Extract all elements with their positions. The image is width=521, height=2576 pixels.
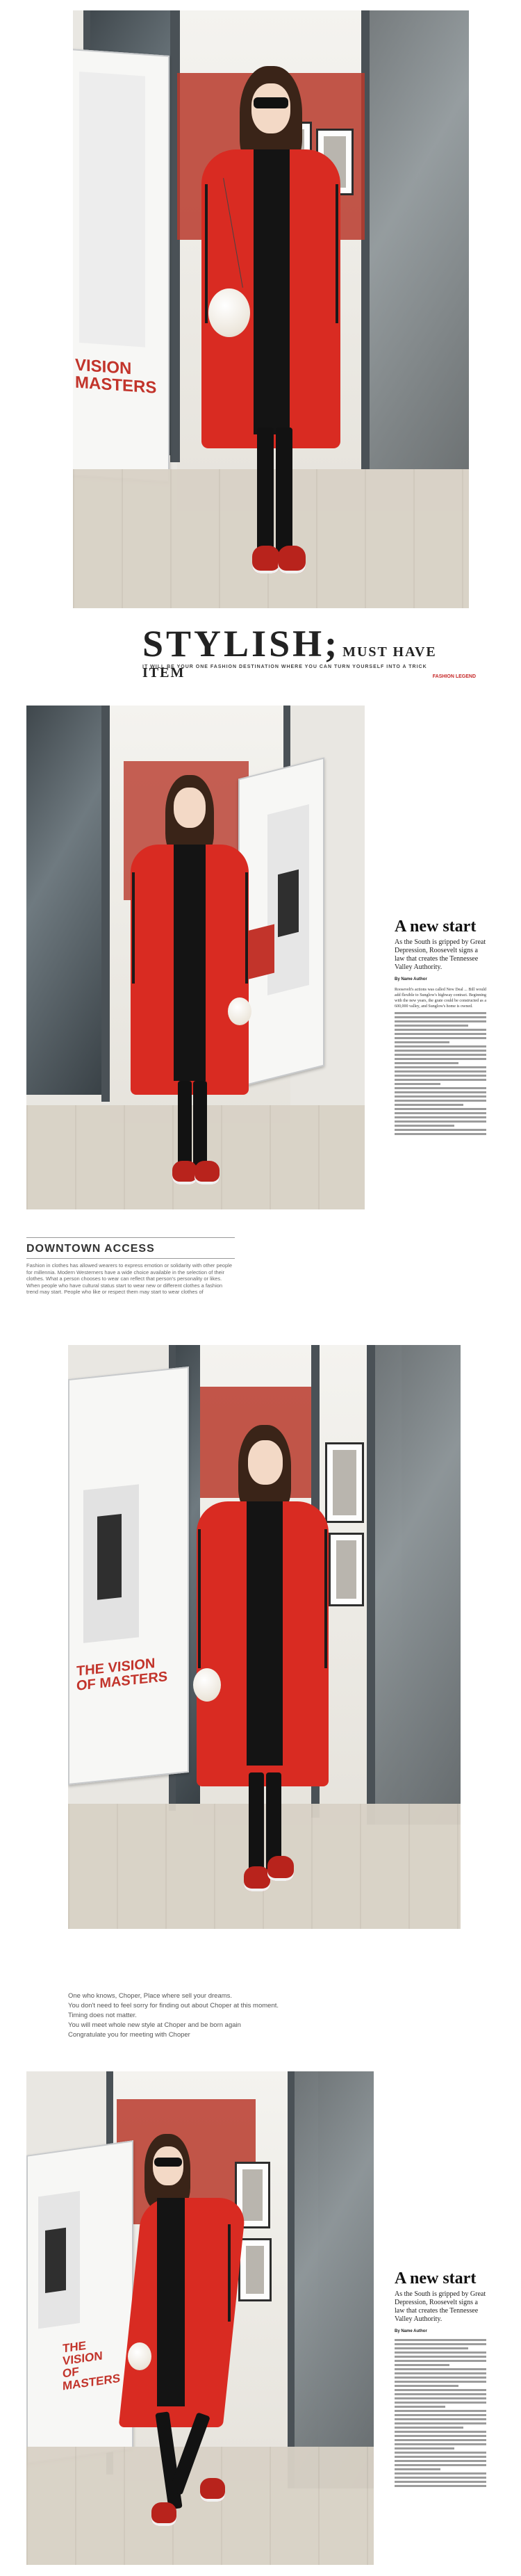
poster-text: THE VISION OF MASTERS — [76, 1655, 168, 1694]
model-figure — [191, 66, 358, 594]
poster-text: THE VISION OF MASTERS — [63, 2338, 121, 2393]
downtown-access-block — [26, 1237, 242, 1307]
photo-model-1 — [73, 10, 469, 608]
article-byline: By Name Author — [395, 977, 427, 981]
article-2 — [395, 2269, 486, 2568]
quote-line: Congratulate you for meeting with Choper — [68, 2031, 190, 2039]
quote-line: One who knows, Choper, Place where sell your dreams. — [68, 1992, 233, 2000]
stylish-title-large: STYLISH; — [142, 623, 340, 665]
stylish-tag: FASHION LEGEND — [432, 674, 476, 679]
poster-the-vision-of-masters — [26, 2140, 133, 2464]
article-body: Roosevelt's actions was called New Deal ... Bill would add flexible to Sunglow's highway contract. Beginning with the new years, the grate could be constructed as a 600,000 valley, and Sunglow's home is owned. — [395, 988, 486, 1009]
photo-model-4 — [26, 2071, 374, 2565]
article-body-lines — [395, 2339, 486, 2487]
article-body-lines — [395, 1012, 486, 1135]
quote-line: You will meet whole new style at Choper and be born again — [68, 2021, 241, 2029]
downtown-text: Fashion in clothes has allowed wearers to express emotion or solidarity with other people for millennia. Modern Westerners have a wide choice available in the selection of their clothes. What a person chooses to wear can reflect that person's personality or likes. When people who have cultural status start to wear new or different clothes a fashion trend may start. People who like or respect them may start to wear clothes of — [26, 1262, 232, 1295]
photo-model-3 — [68, 1345, 461, 1929]
article-1 — [395, 918, 486, 1216]
poster-text: VISION MASTERS — [75, 355, 157, 398]
article-byline: By Name Author — [395, 2329, 427, 2333]
downtown-title: DOWNTOWN ACCESS — [26, 1243, 155, 1255]
stylish-title-small: MUST HAVE ITEM — [142, 644, 437, 680]
round-bag — [208, 288, 250, 337]
article-lead: As the South is gripped by Great Depression, Roosevelt signs a law that creates the Tennessee Valley Authority. — [395, 938, 486, 971]
stylish-subtitle: IT WILL BE YOUR ONE FASHION DESTINATION WHERE YOU CAN TURN YOURSELF INTO A TRICK — [142, 665, 427, 669]
poster-the-vision-of-masters — [68, 1367, 189, 1785]
round-bag — [193, 1668, 221, 1702]
poster-vision-masters — [73, 49, 169, 482]
article-headline: A new start — [395, 2269, 477, 2288]
model-figure — [131, 2134, 270, 2551]
model-figure — [124, 775, 263, 1206]
model-figure — [190, 1425, 342, 1911]
round-bag — [128, 2342, 151, 2370]
quote-line: You don't need to feel sorry for finding out about Choper at this moment. — [68, 2002, 279, 2010]
quote-line: Timing does not matter. — [68, 2012, 137, 2019]
round-bag — [228, 997, 251, 1025]
article-headline: A new start — [395, 918, 477, 936]
quote-block — [68, 1991, 429, 2040]
photo-model-2 — [26, 706, 365, 1209]
article-lead: As the South is gripped by Great Depression, Roosevelt signs a law that creates the Tennessee Valley Authority. — [395, 2290, 486, 2323]
